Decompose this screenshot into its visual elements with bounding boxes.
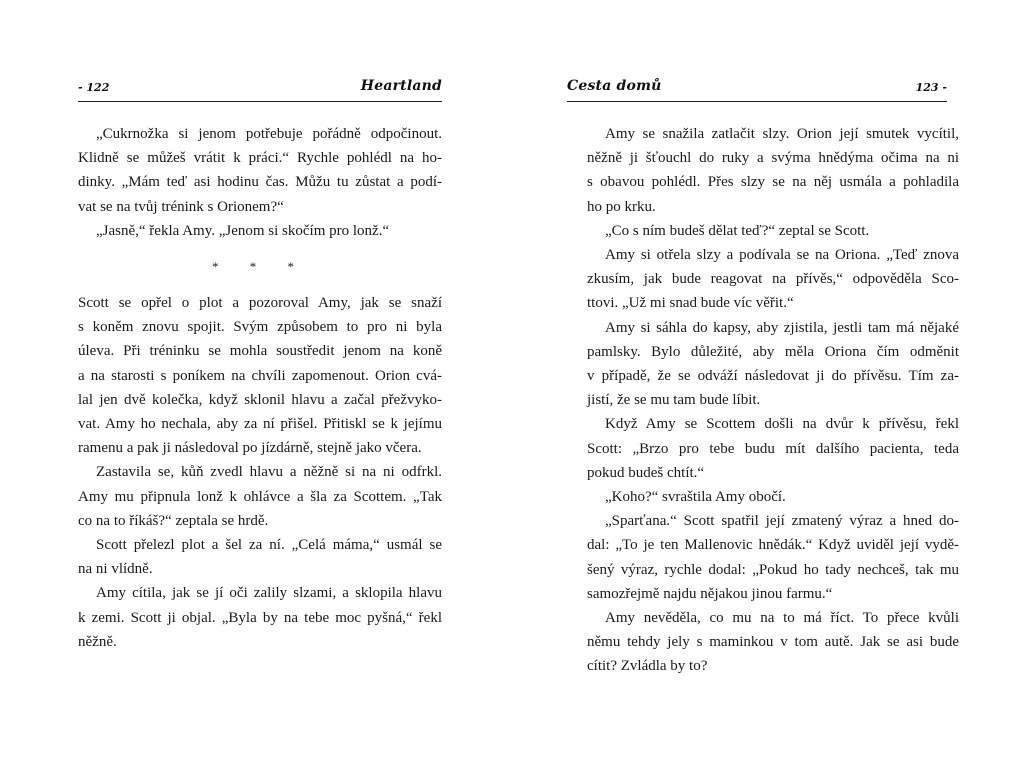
paragraph xyxy=(78,581,442,654)
text-line: „Cukrnožka si jenom potřebuje pořádně odpočinout. xyxy=(96,126,442,142)
text-line: ttovi. „Už mi snad bude víc věřit.“ xyxy=(587,295,794,312)
left-running-head: Heartland xyxy=(360,78,442,94)
text-line: „Koho?“ svraštila Amy obočí. xyxy=(605,489,786,506)
text-line: Amy si otřela slzy a podívala se na Oriona. „Teď znova xyxy=(605,247,959,264)
text-line: Scott se opřel o plot a pozoroval Amy, jak se snaží xyxy=(78,295,442,312)
text-line: Klidně se můžeš vrátit k práci.“ Rychle pohlédl na ho- xyxy=(78,150,442,167)
paragraph xyxy=(78,122,442,219)
text-line: Amy mu připnula lonž k ohlávce a šla za Scottem. „Tak xyxy=(78,488,442,505)
text-line: „Sparťana.“ Scott spatřil její zmatený výraz a hned do- xyxy=(605,513,959,530)
text-line: „Co s ním budeš dělat teď?“ zeptal se Scott. xyxy=(605,222,870,239)
paragraph xyxy=(587,316,959,413)
paragraph xyxy=(587,606,959,679)
text-line: k zemi. Scott ji objal. „Byla by na tebe moc pyšná,“ řekl xyxy=(78,609,442,626)
right-running-head: Cesta domů xyxy=(567,78,662,94)
text-line: dal: „To je ten Mallenovic hnědák.“ Když uviděl její vydě- xyxy=(587,537,959,554)
text-line: cítit? Zvládla by to? xyxy=(587,658,708,675)
paragraph xyxy=(78,460,442,533)
text-line: „Jasně,“ řekla Amy. „Jenom si skočím pro lonž.“ xyxy=(96,222,390,239)
text-line: něžně. xyxy=(78,633,117,650)
right-page xyxy=(512,0,1024,768)
text-line: samozřejmě najdu nějakou jinou farmu.“ xyxy=(587,585,833,602)
text-line: dinky. „Mám teď asi hodinu čas. Můžu tu zůstat a podí- xyxy=(78,174,442,191)
text-line: němu tehdy jely s maminkou v tom autě. Jak se asi bude xyxy=(587,634,959,651)
left-page-body xyxy=(78,122,442,654)
text-line: Amy se snažila zatlačit slzy. Orion její smutek vycítil, xyxy=(605,126,959,142)
text-line: s koněm znovu spojit. Svým způsobem to pro ni byla xyxy=(78,319,442,336)
text-line: lal jen dvě kolečka, když sklonil hlavu a začal přežvyko- xyxy=(78,391,442,408)
paragraph xyxy=(78,291,442,460)
right-page-header xyxy=(567,78,947,100)
text-line: ramenu a pak ji následoval po jízdárně, stejně jako včera. xyxy=(78,440,422,457)
right-page-body xyxy=(587,122,959,679)
section-break: * * * xyxy=(212,259,308,275)
text-line: ho po krku. xyxy=(587,198,656,215)
left-header-rule xyxy=(78,101,442,102)
paragraph xyxy=(587,122,959,219)
right-page-number: 123 - xyxy=(915,81,947,94)
paragraph xyxy=(78,219,442,243)
text-line: Když Amy se Scottem došli na dvůr k přívěsu, řekl xyxy=(605,416,959,433)
left-page-number: - 122 xyxy=(78,81,110,94)
left-page-header xyxy=(78,78,442,100)
text-line: úleva. Při tréninku se mohla soustředit jenom na koně xyxy=(78,343,442,360)
text-line: něžně ji šťouchl do ruky a svýma hnědýma očima na ni xyxy=(587,150,959,167)
text-line: v případě, že se odváží následovat ji do přívěsu. Tím za- xyxy=(587,368,959,385)
text-line: pamlsky. Bylo důležité, aby měla Oriona čím odměnit xyxy=(587,343,959,360)
text-line: vat se na tvůj trénink s Orionem?“ xyxy=(78,198,284,215)
text-line: Scott: „Brzo pro tebe budu mít dalšího pacienta, teda xyxy=(587,440,959,457)
text-line: šený výraz, rychle dodal: „Pokud ho tady nechceš, tak mu xyxy=(587,561,959,578)
text-line: Zastavila se, kůň zvedl hlavu a něžně si na ni odfrkl. xyxy=(96,464,442,481)
text-line: Scott přelezl plot a šel za ní. „Celá máma,“ usmál se xyxy=(96,537,442,554)
text-line: Amy cítila, jak se jí oči zalily slzami, a sklopila hlavu xyxy=(96,585,442,602)
text-line: s obavou pohlédl. Přes slzy se na něj usmála a pohladila xyxy=(587,174,959,191)
text-line: pokud budeš chtít.“ xyxy=(587,464,705,481)
right-header-rule xyxy=(567,101,947,102)
paragraph xyxy=(587,219,959,243)
text-line: jistí, že se mu tam bude líbit. xyxy=(587,392,761,409)
text-line: zkusím, jak bude reagovat na přívěs,“ odpověděla Sco- xyxy=(587,271,959,288)
text-line: Amy nevěděla, co mu na to má říct. To přece kvůli xyxy=(605,610,959,627)
text-line: vat. Amy ho nechala, aby za ní přišel. Přitiskl se k jejímu xyxy=(78,416,442,433)
paragraph xyxy=(78,533,442,581)
paragraph xyxy=(587,412,959,485)
paragraph xyxy=(587,509,959,606)
text-line: Amy si sáhla do kapsy, aby zjistila, jestli tam má nějaké xyxy=(605,319,959,336)
paragraph xyxy=(587,485,959,509)
text-line: na ni vlídně. xyxy=(78,561,153,578)
text-line: a na starosti s poníkem na chvíli zapomenout. Orion cvá- xyxy=(78,367,442,384)
text-line: co na to říkáš?“ zeptala se hrdě. xyxy=(78,512,269,529)
paragraph xyxy=(587,243,959,316)
